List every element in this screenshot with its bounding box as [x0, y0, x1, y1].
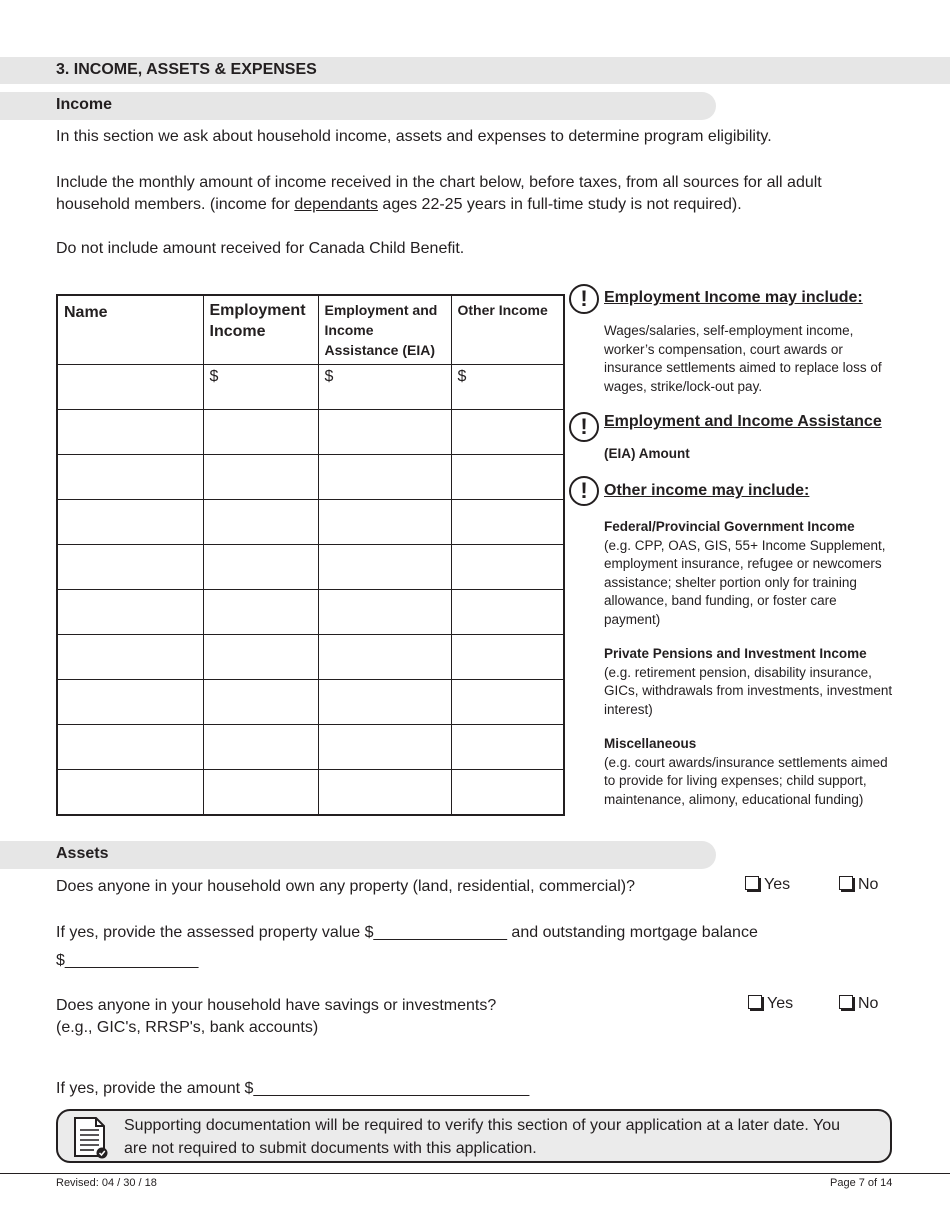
- table-row: [57, 680, 564, 725]
- exclamation-icon: !: [569, 284, 599, 314]
- table-row: [57, 590, 564, 635]
- assets-title: Assets: [56, 845, 109, 862]
- eia-note-sub: (EIA) Amount: [604, 446, 690, 461]
- footer-divider: [0, 1173, 950, 1174]
- employment-income-cell[interactable]: [203, 635, 318, 680]
- name-cell[interactable]: [57, 680, 203, 725]
- income-title: Income: [56, 96, 113, 113]
- property-no-checkbox[interactable]: No: [839, 876, 878, 894]
- col-header-name: Name: [57, 295, 203, 365]
- name-cell[interactable]: [57, 770, 203, 816]
- employment-income-cell[interactable]: [203, 500, 318, 545]
- instructions-text-a: Include the monthly amount of income received in the chart below, before taxes, from all sources for all adult household members. (income for: [56, 174, 822, 213]
- employment-income-cell[interactable]: [203, 410, 318, 455]
- group-text: (e.g. retirement pension, disability insurance, GICs, withdrawals from investments, investment interest): [604, 664, 893, 717]
- eia-cell[interactable]: [318, 500, 451, 545]
- revised-date: Revised: 04 / 30 / 18: [56, 1177, 157, 1189]
- group-title: Federal/Provincial Government Income: [604, 519, 855, 534]
- group-text: (e.g. CPP, OAS, GIS, 55+ Income Supplement, employment insurance, refugee or newcomers assistance; shelter portion only for training allowance, band funding, or foster care payment): [604, 537, 886, 627]
- group-text: (e.g. court awards/insurance settlements aimed to provide for living expenses; child support, maintenance, alimony, educational funding): [604, 754, 888, 807]
- property-yes-checkbox[interactable]: Yes: [745, 876, 790, 894]
- employment-note-heading: Employment Income may include:: [604, 289, 863, 306]
- group-title: Miscellaneous: [604, 736, 697, 751]
- document-icon: [72, 1117, 110, 1159]
- documentation-text: Supporting documentation will be required to verify this section of your application at a later date. You are not required to submit documents with this application.: [124, 1117, 840, 1157]
- eia-cell[interactable]: [318, 725, 451, 770]
- other-income-cell[interactable]: [451, 590, 564, 635]
- employment-income-cell[interactable]: [203, 680, 318, 725]
- checkbox-icon: [839, 876, 853, 890]
- property-value-field[interactable]: If yes, provide the assessed property value $_______________ and outstanding mortgage balance: [56, 924, 758, 941]
- col-header-eia: Employment and Income Assistance (EIA): [318, 295, 451, 365]
- savings-examples: (e.g., GIC's, RRSP's, bank accounts): [56, 1019, 319, 1036]
- name-cell[interactable]: [57, 410, 203, 455]
- income-table: [56, 294, 565, 816]
- table-row: [57, 500, 564, 545]
- other-income-cell[interactable]: [451, 725, 564, 770]
- savings-no-checkbox[interactable]: No: [839, 995, 878, 1013]
- ccb-note: Do not include amount received for Canada Child Benefit.: [56, 240, 465, 257]
- table-row: [57, 455, 564, 500]
- table-row: [57, 725, 564, 770]
- checkbox-icon: [748, 995, 762, 1009]
- eia-cell[interactable]: [318, 410, 451, 455]
- col-header-employment-income: Employment Income: [203, 295, 318, 365]
- eia-cell[interactable]: $: [318, 365, 451, 410]
- other-income-cell[interactable]: [451, 635, 564, 680]
- eia-cell[interactable]: [318, 590, 451, 635]
- checkbox-icon: [839, 995, 853, 1009]
- eia-cell[interactable]: [318, 545, 451, 590]
- exclamation-icon: !: [569, 476, 599, 506]
- table-row: [57, 365, 564, 410]
- other-income-cell[interactable]: [451, 410, 564, 455]
- savings-question: Does anyone in your household have savings or investments?: [56, 997, 497, 1014]
- other-income-cell[interactable]: [451, 500, 564, 545]
- employment-income-cell[interactable]: [203, 545, 318, 590]
- eia-cell[interactable]: [318, 770, 451, 816]
- name-cell[interactable]: [57, 455, 203, 500]
- savings-amount-field[interactable]: If yes, provide the amount $_______________________________: [56, 1080, 530, 1097]
- name-cell[interactable]: [57, 590, 203, 635]
- eia-cell[interactable]: [318, 635, 451, 680]
- mortgage-balance-field[interactable]: $_______________: [56, 952, 199, 969]
- employment-income-cell[interactable]: $: [203, 365, 318, 410]
- table-row: [57, 545, 564, 590]
- table-row: [57, 770, 564, 816]
- property-question: Does anyone in your household own any property (land, residential, commercial)?: [56, 878, 635, 895]
- other-income-cell[interactable]: $: [451, 365, 564, 410]
- other-note-group: [604, 735, 896, 809]
- other-income-cell[interactable]: [451, 680, 564, 725]
- group-title: Private Pensions and Investment Income: [604, 646, 867, 661]
- employment-income-cell[interactable]: [203, 455, 318, 500]
- other-income-cell[interactable]: [451, 770, 564, 816]
- table-row: [57, 635, 564, 680]
- savings-yes-checkbox[interactable]: Yes: [748, 995, 793, 1013]
- name-cell[interactable]: [57, 635, 203, 680]
- name-cell[interactable]: [57, 500, 203, 545]
- income-instructions: [56, 172, 866, 216]
- name-cell[interactable]: [57, 545, 203, 590]
- other-income-cell[interactable]: [451, 455, 564, 500]
- name-cell[interactable]: [57, 365, 203, 410]
- checkbox-icon: [745, 876, 759, 890]
- instructions-text-b: ages 22-25 years in full-time study is not required).: [377, 196, 742, 213]
- employment-income-cell[interactable]: [203, 590, 318, 635]
- name-cell[interactable]: [57, 725, 203, 770]
- employment-income-cell[interactable]: [203, 770, 318, 816]
- table-row: [57, 410, 564, 455]
- eia-note-heading: Employment and Income Assistance: [604, 413, 882, 430]
- employment-income-cell[interactable]: [203, 725, 318, 770]
- dependants-term: dependants: [294, 196, 378, 213]
- table-header-row: [57, 295, 564, 365]
- eia-cell[interactable]: [318, 680, 451, 725]
- other-income-cell[interactable]: [451, 545, 564, 590]
- other-note-group: [604, 645, 896, 719]
- section-title: 3. INCOME, ASSETS & EXPENSES: [56, 61, 317, 78]
- income-intro: In this section we ask about household income, assets and expenses to determine program eligibility.: [56, 128, 772, 145]
- other-note-heading: Other income may include:: [604, 482, 810, 499]
- eia-cell[interactable]: [318, 455, 451, 500]
- other-note-group: [604, 518, 896, 629]
- employment-note-text: Wages/salaries, self-employment income, worker’s compensation, court awards or insurance settlements aimed to replace loss of wages, strike/lock-out pay.: [604, 323, 882, 394]
- col-header-other-income: Other Income: [451, 295, 564, 365]
- exclamation-icon: !: [569, 412, 599, 442]
- page-number: Page 7 of 14: [830, 1177, 893, 1189]
